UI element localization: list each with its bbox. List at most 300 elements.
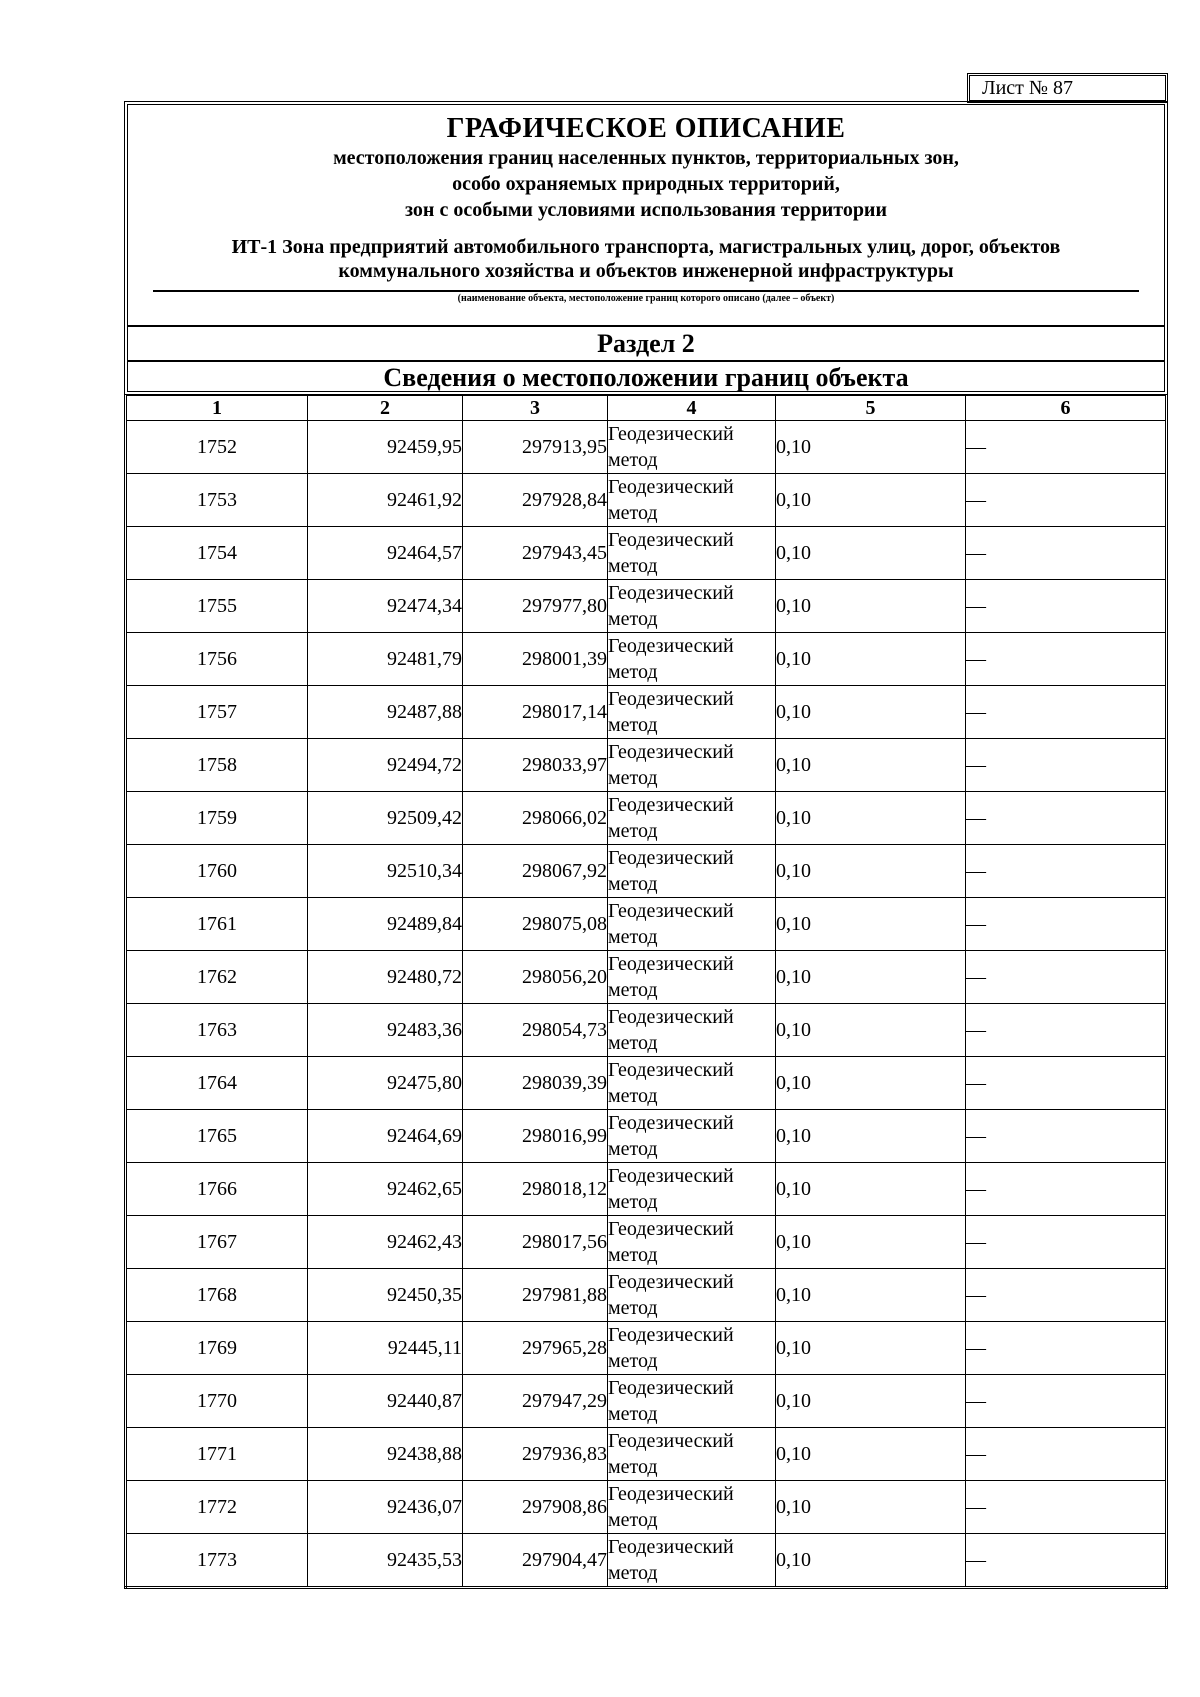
table-row (126, 1110, 1167, 1163)
accuracy-text: 0,10 (776, 1283, 811, 1306)
y-coordinate-text: 298067,92 (522, 859, 607, 882)
description-cell (966, 1057, 1167, 1110)
table-row (126, 1004, 1167, 1057)
accuracy-cell (776, 898, 966, 951)
accuracy-text: 0,10 (776, 1336, 811, 1359)
point-number-cell (126, 845, 308, 898)
table-row (126, 580, 1167, 633)
object-name (128, 235, 1164, 283)
table-row (126, 1428, 1167, 1481)
y-coordinate-cell (463, 898, 608, 951)
x-coordinate-cell (308, 421, 463, 474)
accuracy-text: 0,10 (776, 435, 811, 458)
method-cell (608, 1269, 776, 1322)
y-coordinate-cell (463, 739, 608, 792)
y-coordinate-text: 297908,86 (522, 1495, 607, 1518)
x-coordinate-cell (308, 1322, 463, 1375)
method-cell (608, 686, 776, 739)
x-coordinate-cell (308, 1481, 463, 1534)
method-text: Геодезический метод (608, 423, 734, 471)
accuracy-cell (776, 580, 966, 633)
table-row (126, 951, 1167, 1004)
description-cell (966, 1004, 1167, 1057)
description-cell (966, 898, 1167, 951)
accuracy-text: 0,10 (776, 488, 811, 511)
method-cell (608, 633, 776, 686)
description-cell (966, 421, 1167, 474)
description-text: — (966, 1495, 986, 1518)
accuracy-cell (776, 1216, 966, 1269)
table-row (126, 527, 1167, 580)
method-text: Геодезический метод (608, 1483, 734, 1531)
method-text: Геодезический метод (608, 847, 734, 895)
method-cell (608, 1110, 776, 1163)
description-text: — (966, 594, 986, 617)
description-cell (966, 686, 1167, 739)
accuracy-cell (776, 1481, 966, 1534)
table-row (126, 1534, 1167, 1588)
method-cell (608, 527, 776, 580)
method-cell (608, 1004, 776, 1057)
accuracy-text: 0,10 (776, 806, 811, 829)
method-text: Геодезический метод (608, 635, 734, 683)
point-number-cell (126, 1428, 308, 1481)
point-number-text: 1770 (197, 1389, 237, 1412)
method-text: Геодезический метод (608, 582, 734, 630)
description-text: — (966, 541, 986, 564)
y-coordinate-text: 297913,95 (522, 435, 607, 458)
x-coordinate-text: 92510,34 (387, 859, 462, 882)
point-number-cell (126, 1481, 308, 1534)
description-cell (966, 951, 1167, 1004)
accuracy-text: 0,10 (776, 541, 811, 564)
x-coordinate-cell (308, 1375, 463, 1428)
description-text: — (966, 1548, 986, 1571)
accuracy-cell (776, 739, 966, 792)
accuracy-cell (776, 1322, 966, 1375)
y-coordinate-cell (463, 1481, 608, 1534)
method-cell (608, 1057, 776, 1110)
description-text: — (966, 700, 986, 723)
table-row (126, 845, 1167, 898)
x-coordinate-cell (308, 845, 463, 898)
y-coordinate-cell (463, 1004, 608, 1057)
sheet-number: Лист № 87 (967, 73, 1168, 103)
point-number-text: 1769 (197, 1336, 237, 1359)
table-row (126, 739, 1167, 792)
description-text: — (966, 1177, 986, 1200)
y-coordinate-text: 297928,84 (522, 488, 607, 511)
method-text: Геодезический метод (608, 1112, 734, 1160)
y-coordinate-text: 298056,20 (522, 965, 607, 988)
method-cell (608, 1481, 776, 1534)
description-cell (966, 1269, 1167, 1322)
method-cell (608, 580, 776, 633)
x-coordinate-cell (308, 1057, 463, 1110)
point-number-text: 1771 (197, 1442, 237, 1465)
y-coordinate-cell (463, 1375, 608, 1428)
method-cell (608, 1534, 776, 1588)
y-coordinate-cell (463, 421, 608, 474)
description-cell (966, 1428, 1167, 1481)
x-coordinate-cell (308, 792, 463, 845)
description-text: — (966, 1336, 986, 1359)
table-row (126, 474, 1167, 527)
x-coordinate-cell (308, 686, 463, 739)
accuracy-cell (776, 845, 966, 898)
x-coordinate-cell (308, 1004, 463, 1057)
y-coordinate-cell (463, 845, 608, 898)
point-number-cell (126, 1269, 308, 1322)
accuracy-text: 0,10 (776, 1495, 811, 1518)
x-coordinate-cell (308, 633, 463, 686)
accuracy-cell (776, 633, 966, 686)
x-coordinate-text: 92464,69 (387, 1124, 462, 1147)
table-row (126, 1216, 1167, 1269)
y-coordinate-text: 298017,14 (522, 700, 607, 723)
x-coordinate-text: 92480,72 (387, 965, 462, 988)
x-coordinate-text: 92435,53 (387, 1548, 462, 1571)
table-body (126, 421, 1167, 1588)
x-coordinate-text: 92487,88 (387, 700, 462, 723)
description-text: — (966, 1230, 986, 1253)
point-number-cell (126, 1004, 308, 1057)
accuracy-cell (776, 1534, 966, 1588)
accuracy-cell (776, 421, 966, 474)
column-header: 5 (776, 396, 966, 421)
x-coordinate-cell (308, 1163, 463, 1216)
method-cell (608, 1428, 776, 1481)
object-name-line: ИТ-1 Зона предприятий автомобильного транспорта, магистральных улиц, дорог, объектов (231, 236, 1061, 258)
x-coordinate-text: 92474,34 (387, 594, 462, 617)
y-coordinate-cell (463, 580, 608, 633)
table-row (126, 686, 1167, 739)
x-coordinate-cell (308, 1428, 463, 1481)
method-cell (608, 421, 776, 474)
x-coordinate-cell (308, 1110, 463, 1163)
accuracy-cell (776, 951, 966, 1004)
y-coordinate-cell (463, 1269, 608, 1322)
y-coordinate-cell (463, 951, 608, 1004)
point-number-text: 1757 (197, 700, 237, 723)
point-number-cell (126, 739, 308, 792)
y-coordinate-text: 297977,80 (522, 594, 607, 617)
accuracy-cell (776, 792, 966, 845)
x-coordinate-text: 92483,36 (387, 1018, 462, 1041)
table-row (126, 792, 1167, 845)
point-number-text: 1753 (197, 488, 237, 511)
table-row (126, 1269, 1167, 1322)
column-header: 1 (126, 396, 308, 421)
point-number-text: 1752 (197, 435, 237, 458)
description-cell (966, 1110, 1167, 1163)
coordinates-table (124, 395, 1168, 1589)
column-header: 2 (308, 396, 463, 421)
accuracy-text: 0,10 (776, 1442, 811, 1465)
method-text: Геодезический метод (608, 1218, 734, 1266)
y-coordinate-text: 298001,39 (522, 647, 607, 670)
method-cell (608, 845, 776, 898)
x-coordinate-text: 92475,80 (387, 1071, 462, 1094)
subtitle-line: местоположения границ населенных пунктов, территориальных зон, (333, 147, 959, 169)
x-coordinate-cell (308, 951, 463, 1004)
column-header: 6 (966, 396, 1167, 421)
header-title-block (128, 105, 1164, 327)
point-number-cell (126, 1375, 308, 1428)
point-number-cell (126, 898, 308, 951)
description-cell (966, 792, 1167, 845)
method-cell (608, 739, 776, 792)
y-coordinate-text: 298039,39 (522, 1071, 607, 1094)
accuracy-text: 0,10 (776, 594, 811, 617)
point-number-text: 1758 (197, 753, 237, 776)
method-text: Геодезический метод (608, 1006, 734, 1054)
x-coordinate-text: 92489,84 (387, 912, 462, 935)
accuracy-cell (776, 527, 966, 580)
method-text: Геодезический метод (608, 953, 734, 1001)
accuracy-text: 0,10 (776, 859, 811, 882)
point-number-text: 1765 (197, 1124, 237, 1147)
description-text: — (966, 1389, 986, 1412)
x-coordinate-text: 92459,95 (387, 435, 462, 458)
description-cell (966, 845, 1167, 898)
x-coordinate-cell (308, 580, 463, 633)
x-coordinate-text: 92481,79 (387, 647, 462, 670)
method-text: Геодезический метод (608, 1165, 734, 1213)
description-text: — (966, 1283, 986, 1306)
description-cell (966, 1375, 1167, 1428)
point-number-text: 1763 (197, 1018, 237, 1041)
x-coordinate-text: 92461,92 (387, 488, 462, 511)
description-cell (966, 1534, 1167, 1588)
description-text: — (966, 965, 986, 988)
description-cell (966, 633, 1167, 686)
y-coordinate-cell (463, 1110, 608, 1163)
y-coordinate-text: 298016,99 (522, 1124, 607, 1147)
point-number-text: 1773 (197, 1548, 237, 1571)
point-number-cell (126, 1110, 308, 1163)
y-coordinate-text: 298033,97 (522, 753, 607, 776)
point-number-cell (126, 792, 308, 845)
section-title: Раздел 2 (128, 327, 1164, 362)
method-text: Геодезический метод (608, 1377, 734, 1425)
method-text: Геодезический метод (608, 794, 734, 842)
y-coordinate-cell (463, 474, 608, 527)
x-coordinate-text: 92436,07 (387, 1495, 462, 1518)
table-row (126, 898, 1167, 951)
description-cell (966, 1216, 1167, 1269)
method-cell (608, 1322, 776, 1375)
y-coordinate-cell (463, 1163, 608, 1216)
y-coordinate-text: 297947,29 (522, 1389, 607, 1412)
x-coordinate-text: 92462,43 (387, 1230, 462, 1253)
point-number-cell (126, 1163, 308, 1216)
x-coordinate-text: 92440,87 (387, 1389, 462, 1412)
point-number-cell (126, 421, 308, 474)
point-number-cell (126, 686, 308, 739)
y-coordinate-cell (463, 1322, 608, 1375)
object-underline (153, 290, 1139, 292)
method-text: Геодезический метод (608, 1271, 734, 1319)
point-number-cell (126, 1322, 308, 1375)
point-number-text: 1762 (197, 965, 237, 988)
description-text: — (966, 1018, 986, 1041)
accuracy-cell (776, 1004, 966, 1057)
point-number-text: 1766 (197, 1177, 237, 1200)
x-coordinate-text: 92438,88 (387, 1442, 462, 1465)
x-coordinate-text: 92464,57 (387, 541, 462, 564)
point-number-cell (126, 474, 308, 527)
subtitle-line: особо охраняемых природных территорий, (452, 173, 840, 195)
accuracy-text: 0,10 (776, 700, 811, 723)
x-coordinate-text: 92462,65 (387, 1177, 462, 1200)
point-number-cell (126, 633, 308, 686)
accuracy-cell (776, 1269, 966, 1322)
description-cell (966, 1481, 1167, 1534)
accuracy-text: 0,10 (776, 1548, 811, 1571)
object-name-line: коммунального хозяйства и объектов инженерной инфраструктуры (338, 260, 954, 282)
point-number-text: 1756 (197, 647, 237, 670)
y-coordinate-text: 298018,12 (522, 1177, 607, 1200)
y-coordinate-text: 297936,83 (522, 1442, 607, 1465)
point-number-text: 1755 (197, 594, 237, 617)
y-coordinate-text: 297943,45 (522, 541, 607, 564)
y-coordinate-text: 298017,56 (522, 1230, 607, 1253)
accuracy-cell (776, 1057, 966, 1110)
x-coordinate-cell (308, 527, 463, 580)
table-row (126, 1057, 1167, 1110)
y-coordinate-cell (463, 1534, 608, 1588)
method-text: Геодезический метод (608, 1536, 734, 1584)
description-cell (966, 580, 1167, 633)
accuracy-cell (776, 1375, 966, 1428)
description-cell (966, 739, 1167, 792)
point-number-text: 1768 (197, 1283, 237, 1306)
point-number-cell (126, 580, 308, 633)
method-cell (608, 474, 776, 527)
section-info-title: Сведения о местоположении границ объекта (383, 363, 909, 392)
method-text: Геодезический метод (608, 900, 734, 948)
method-cell (608, 951, 776, 1004)
accuracy-cell (776, 474, 966, 527)
description-text: — (966, 1124, 986, 1147)
x-coordinate-cell (308, 739, 463, 792)
document-title: ГРАФИЧЕСКОЕ ОПИСАНИЕ (446, 113, 846, 144)
method-text: Геодезический метод (608, 1059, 734, 1107)
method-text: Геодезический метод (608, 688, 734, 736)
point-number-text: 1761 (197, 912, 237, 935)
accuracy-text: 0,10 (776, 1124, 811, 1147)
accuracy-text: 0,10 (776, 965, 811, 988)
accuracy-text: 0,10 (776, 647, 811, 670)
method-cell (608, 1163, 776, 1216)
x-coordinate-text: 92509,42 (387, 806, 462, 829)
table-row (126, 633, 1167, 686)
method-cell (608, 792, 776, 845)
method-cell (608, 1375, 776, 1428)
method-text: Геодезический метод (608, 1324, 734, 1372)
point-number-cell (126, 1534, 308, 1588)
y-coordinate-text: 298054,73 (522, 1018, 607, 1041)
table-header-row (126, 396, 1167, 421)
description-text: — (966, 488, 986, 511)
object-caption: (наименование объекта, местоположение границ которого описано (далее – объект) (457, 293, 835, 304)
y-coordinate-cell (463, 1216, 608, 1269)
column-header: 3 (463, 396, 608, 421)
accuracy-cell (776, 686, 966, 739)
accuracy-text: 0,10 (776, 1230, 811, 1253)
accuracy-cell (776, 1110, 966, 1163)
y-coordinate-cell (463, 633, 608, 686)
y-coordinate-text: 298066,02 (522, 806, 607, 829)
description-text: — (966, 1071, 986, 1094)
table-row (126, 1375, 1167, 1428)
accuracy-text: 0,10 (776, 753, 811, 776)
method-text: Геодезический метод (608, 1430, 734, 1478)
document-header (124, 101, 1168, 395)
description-text: — (966, 806, 986, 829)
description-text: — (966, 435, 986, 458)
x-coordinate-cell (308, 898, 463, 951)
description-text: — (966, 1442, 986, 1465)
table-row (126, 1163, 1167, 1216)
method-text: Геодезический метод (608, 476, 734, 524)
method-text: Геодезический метод (608, 741, 734, 789)
y-coordinate-text: 297981,88 (522, 1283, 607, 1306)
description-text: — (966, 912, 986, 935)
point-number-text: 1754 (197, 541, 237, 564)
table-row (126, 1481, 1167, 1534)
accuracy-cell (776, 1163, 966, 1216)
accuracy-text: 0,10 (776, 1018, 811, 1041)
x-coordinate-cell (308, 1269, 463, 1322)
point-number-text: 1772 (197, 1495, 237, 1518)
x-coordinate-cell (308, 474, 463, 527)
x-coordinate-text: 92450,35 (387, 1283, 462, 1306)
column-header: 4 (608, 396, 776, 421)
subtitle-line: зон с особыми условиями использования территории (405, 199, 887, 221)
accuracy-text: 0,10 (776, 1071, 811, 1094)
method-text: Геодезический метод (608, 529, 734, 577)
y-coordinate-cell (463, 1428, 608, 1481)
point-number-cell (126, 1216, 308, 1269)
y-coordinate-text: 298075,08 (522, 912, 607, 935)
table-row (126, 1322, 1167, 1375)
point-number-text: 1767 (197, 1230, 237, 1253)
x-coordinate-text: 92445,11 (387, 1336, 462, 1359)
y-coordinate-cell (463, 792, 608, 845)
point-number-text: 1759 (197, 806, 237, 829)
accuracy-text: 0,10 (776, 1177, 811, 1200)
point-number-cell (126, 527, 308, 580)
method-cell (608, 898, 776, 951)
description-cell (966, 474, 1167, 527)
accuracy-text: 0,10 (776, 912, 811, 935)
description-text: — (966, 753, 986, 776)
x-coordinate-cell (308, 1216, 463, 1269)
description-text: — (966, 647, 986, 670)
point-number-text: 1760 (197, 859, 237, 882)
description-cell (966, 527, 1167, 580)
y-coordinate-cell (463, 1057, 608, 1110)
description-text: — (966, 859, 986, 882)
y-coordinate-text: 297904,47 (522, 1548, 607, 1571)
accuracy-cell (776, 1428, 966, 1481)
y-coordinate-cell (463, 686, 608, 739)
point-number-cell (126, 951, 308, 1004)
description-cell (966, 1322, 1167, 1375)
table-row (126, 421, 1167, 474)
